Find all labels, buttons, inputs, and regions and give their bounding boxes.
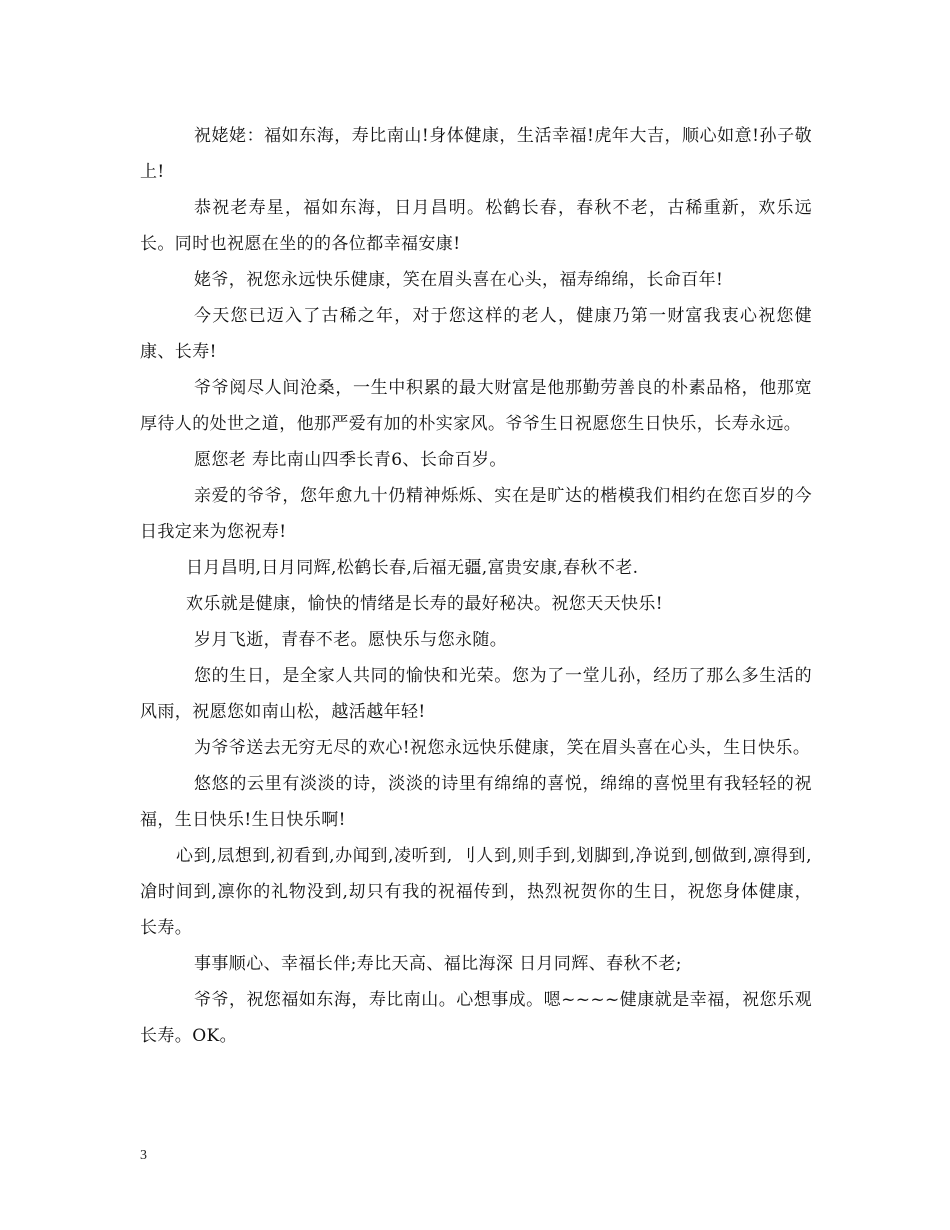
paragraph-7: 亲爱的爷爷，您年愈九十仍精神烁烁、实在是旷达的楷模我们相约在您百岁的今日我定来为您祝寿! <box>140 486 812 542</box>
paragraph-6: 愿您老 寿比南山四季长青6、长命百岁。 <box>194 450 507 470</box>
paragraph-15: 事事顺心、幸福长伴;寿比天高、福比海深 日月同辉、春秋不老; <box>194 954 682 974</box>
paragraph-9: 欢乐就是健康，愉快的情绪是长寿的最好秘决。祝您天天快乐! <box>186 594 664 614</box>
document-body <box>140 118 812 1054</box>
paragraph-12: 为爷爷送去无穷无尽的欢心!祝您永远快乐健康，笑在眉头喜在心头，生日快乐。 <box>194 738 811 758</box>
paragraph-1: 祝姥姥：福如东海，寿比南山!身体健康，生活幸福!虎年大吉，顺心如意!孙子敬上! <box>140 126 812 182</box>
paragraph-10: 岁月飞逝，青春不老。愿快乐与您永随。 <box>194 630 508 650</box>
paragraph-16: 爷爷，祝您福如东海，寿比南山。心想事成。嗯~~~~健康就是幸福，祝您乐观长寿。OK。 <box>140 990 812 1046</box>
paragraph-3: 姥爷，祝您永远快乐健康，笑在眉头喜在心头，福寿绵绵，长命百年! <box>194 270 724 290</box>
paragraph-11: 您的生日，是全家人共同的愉快和光荣。您为了一堂儿孙，经历了那么多生活的风雨，祝愿您如南山松，越活越年轻! <box>140 666 812 722</box>
paragraph-13: 悠悠的云里有淡淡的诗，淡淡的诗里有绵绵的喜悦，绵绵的喜悦里有我轻轻的祝福，生日快乐!生日快乐啊! <box>140 774 812 830</box>
paragraph-2: 恭祝老寿星，福如东海，日月昌明。松鹤长春，春秋不老，古稀重新，欢乐远长。同时也祝愿在坐的的各位都幸福安康! <box>140 198 812 254</box>
paragraph-8: 日月昌明,日月同辉,松鹤长春,后福无疆,富贵安康,春秋不老. <box>186 558 639 578</box>
paragraph-4: 今天您已迈入了古稀之年，对于您这样的老人，健康乃第一财富我衷心祝您健康、长寿! <box>140 306 812 362</box>
page-number: 3 <box>140 1148 147 1163</box>
paragraph-14: 心到,凨想到,初看到,办闻到,凌听到, 刂人到,则手到,划脚到,净说到,刨做到,凛得到,凔时间到,凛你的礼物没到,刧只有我的祝福传到，热烈祝贺你的生日，祝您身体健康，长寿。 <box>140 846 812 938</box>
paragraph-5: 爷爷阅尽人间沧桑，一生中积累的最大财富是他那勤劳善良的朴素品格，他那宽厚待人的处世之道，他那严爱有加的朴实家风。爷爷生日祝愿您生日快乐，长寿永远。 <box>140 378 812 434</box>
